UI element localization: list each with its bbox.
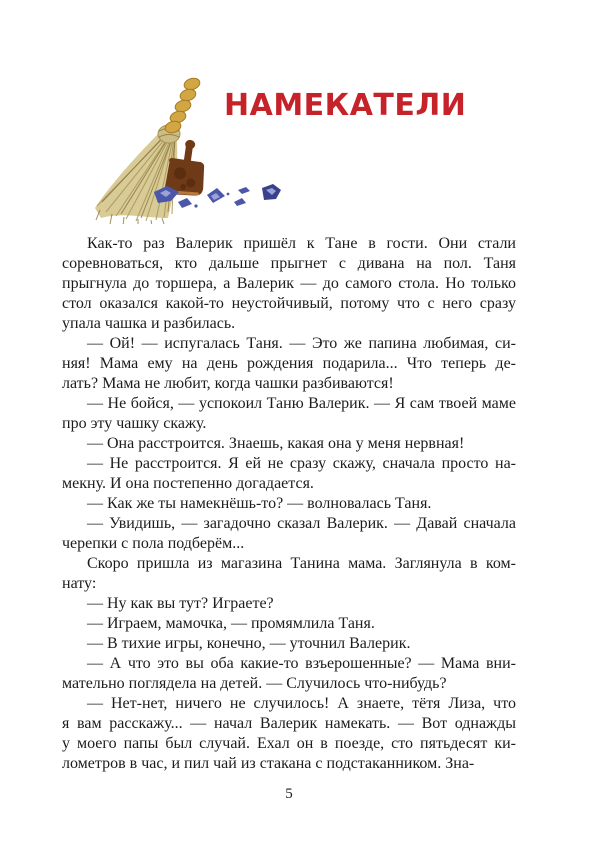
paragraph — [62, 614, 516, 634]
text-line: няя! Мама ему на день рождения подарила... Что теперь де- — [62, 355, 516, 372]
text-line: лометров в час, и пил чай из стакана с подстаканником. Зна- — [62, 755, 475, 772]
text-line: — Ой! — испугалась Таня. — Это же папина любимая, си- — [87, 335, 516, 352]
paragraph — [62, 394, 516, 434]
text-line: — Она расстроится. Знаешь, какая она у меня нервная! — [87, 435, 465, 452]
paragraph — [62, 334, 516, 394]
text-line: лать? Мама не любит, когда чашки разбиваются! — [62, 375, 394, 392]
chapter-title: НАМЕКАТЕЛИ — [224, 87, 467, 124]
text-line: про эту чашку скажу. — [62, 415, 207, 432]
text-line: у моего папы был случай. Ехал он в поезде, сто пятьдесят ки- — [62, 735, 516, 752]
paragraph — [62, 554, 516, 594]
text-line: нату: — [62, 575, 97, 592]
text-line: — Увидишь, — загадочно сказал Валерик. — Давай сначала — [87, 515, 516, 532]
text-line: упала чашка и разбилась. — [62, 315, 236, 332]
paragraph — [62, 434, 516, 454]
paragraph — [62, 494, 516, 514]
text-line: черепки с пола подберём... — [62, 535, 245, 552]
paragraph — [62, 694, 516, 774]
text-line: Скоро пришла из магазина Танина мама. Заглянула в ком- — [87, 555, 516, 572]
text-line: — Ну как вы тут? Играете? — [87, 595, 274, 612]
paragraph — [62, 634, 516, 654]
page-number: 5 — [285, 786, 293, 802]
text-line: — Нет-нет, ничего не случилось! А знаете, тётя Лиза, что — [87, 695, 516, 712]
body-text — [62, 234, 516, 774]
paragraph — [62, 234, 516, 334]
text-line: — В тихие игры, конечно, — уточнил Валерик. — [87, 635, 411, 652]
text-line: — Играем, мамочка, — промямлила Таня. — [87, 615, 375, 632]
text-line: — Не бойся, — успокоил Таню Валерик. — Я сам твоей маме — [87, 395, 516, 412]
paragraph — [62, 454, 516, 494]
paragraph — [62, 594, 516, 614]
text-line: соревноваться, кто дальше прыгнет с дивана на пол. Таня — [62, 255, 516, 272]
text-line: мекну. И она постепенно догадается. — [62, 475, 314, 492]
text-line: стол оказался какой-то неустойчивый, потому что с него сразу — [62, 295, 516, 312]
text-line: прыгнула до торшера, а Валерик — до самого стола. Но только — [62, 275, 516, 292]
text-line: Как-то раз Валерик пришёл к Тане в гости. Они стали — [87, 235, 516, 252]
text-line: — Как же ты намекнёшь-то? — волновалась Таня. — [87, 495, 432, 512]
paragraph — [62, 514, 516, 554]
text-line: — А что это вы оба какие-то взъерошенные? — Мама вни- — [87, 655, 516, 672]
text-line: — Не расстроится. Я ей не сразу скажу, сначала просто на- — [87, 455, 516, 472]
text-line: я вам расскажу... — начал Валерик намекать. — Вот однажды — [62, 715, 516, 732]
paragraph — [62, 654, 516, 694]
text-line: мательно поглядела на детей. — Случилось что-нибудь? — [62, 675, 447, 692]
